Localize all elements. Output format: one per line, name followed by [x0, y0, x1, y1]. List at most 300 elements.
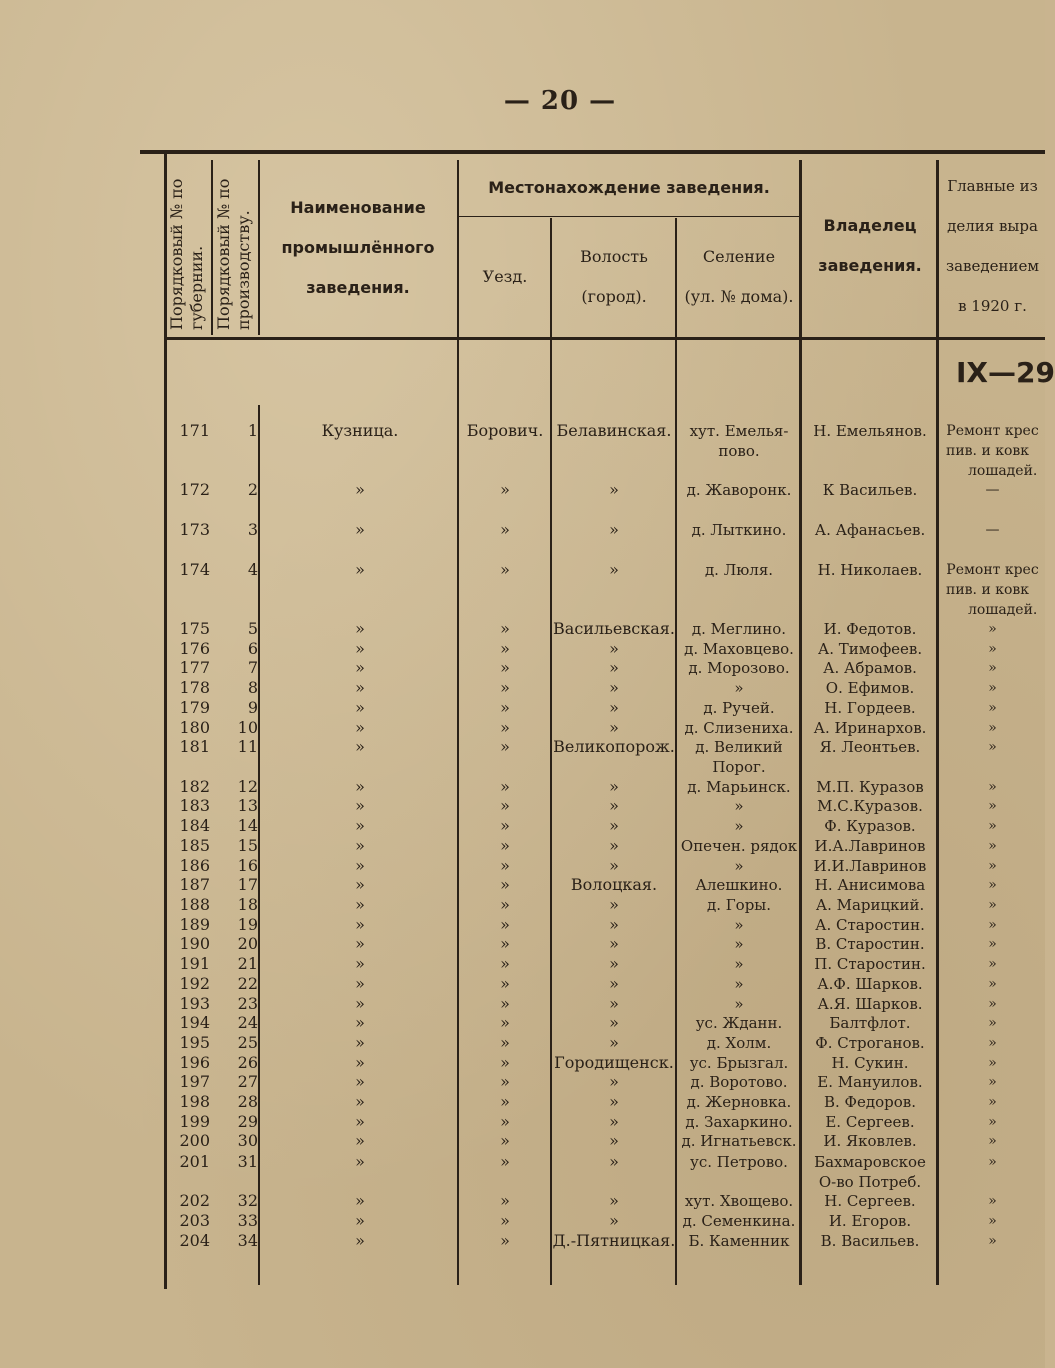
cell-selenie: »	[734, 916, 744, 934]
cell-owner: А. Старостин.	[815, 916, 925, 934]
cell-uezd: »	[500, 737, 510, 756]
cell-prod-number: 15	[237, 836, 258, 855]
header-selenie-line2: (ул. № дома).	[684, 287, 794, 306]
cell-owner: А.Ф. Шарков.	[817, 975, 923, 993]
cell-products: »	[988, 1015, 997, 1031]
cell-owner: Я. Леонтьев.	[819, 738, 921, 756]
cell-uezd: »	[500, 560, 510, 579]
cell-products-continuation: лошадей.	[968, 602, 1038, 618]
cell-selenie: д. Семенкина.	[682, 1212, 796, 1230]
cell-prod-number: 27	[237, 1072, 258, 1091]
cell-uezd: »	[500, 994, 510, 1013]
table-row	[0, 875, 1045, 895]
cell-prod-number: 31	[237, 1152, 258, 1171]
cell-establishment-name: »	[355, 816, 365, 835]
table-row	[0, 619, 1045, 639]
cell-products: »	[988, 1094, 997, 1110]
cell-selenie: д. Жаворонк.	[686, 481, 792, 499]
cell-volost: »	[609, 1112, 619, 1131]
header-name	[260, 188, 456, 308]
cell-owner: А. Тимофеев.	[817, 640, 923, 658]
table-row	[0, 1152, 1045, 1191]
cell-owner: И. Яковлев.	[823, 1132, 917, 1150]
cell-gub-number: 176	[179, 639, 210, 658]
cell-volost: »	[609, 1152, 619, 1171]
cell-uezd: »	[500, 875, 510, 894]
cell-owner: Н. Николаев.	[817, 561, 923, 579]
cell-uezd: »	[500, 836, 510, 855]
cell-owner: А. Иринархов.	[813, 719, 927, 737]
table-row	[0, 915, 1045, 935]
cell-prod-number: 19	[237, 915, 258, 934]
cell-establishment-name: »	[355, 856, 365, 875]
table-row	[0, 678, 1045, 698]
cell-gub-number: 197	[179, 1072, 210, 1091]
cell-products: »	[988, 660, 997, 676]
table-row	[0, 1072, 1045, 1092]
cell-products: »	[988, 700, 997, 716]
cell-gub-number: 201	[179, 1152, 210, 1171]
cell-establishment-name: »	[355, 934, 365, 953]
cell-uezd: »	[500, 1053, 510, 1072]
cell-prod-number: 8	[247, 678, 258, 697]
cell-prod-number: 14	[237, 816, 258, 835]
header-owner	[803, 206, 937, 286]
cell-owner: А. Марицкий.	[815, 896, 925, 914]
cell-uezd: »	[500, 718, 510, 737]
table-row	[0, 1131, 1045, 1151]
cell-volost: »	[609, 1092, 619, 1111]
cell-prod-number: 16	[237, 856, 258, 875]
cell-gub-number: 194	[179, 1013, 210, 1032]
header-uezd: Уезд.	[482, 267, 528, 286]
header-products-line2: делия выра	[947, 217, 1038, 235]
cell-establishment-name: »	[355, 1131, 365, 1150]
cell-owner: Н. Гордеев.	[824, 699, 916, 717]
cell-selenie: »	[734, 935, 744, 953]
cell-products: »	[988, 1055, 997, 1071]
cell-volost: »	[609, 796, 619, 815]
cell-products: »	[988, 976, 997, 992]
cell-selenie: »	[734, 817, 744, 835]
table-row	[0, 520, 1045, 540]
cell-owner: Е. Мануилов.	[817, 1073, 923, 1091]
cell-selenie: д. Горы.	[706, 896, 772, 914]
cell-volost: Белавинская.	[556, 421, 672, 440]
cell-products: Ремонт крес	[946, 562, 1039, 578]
cell-volost: »	[609, 1072, 619, 1091]
cell-owner: Н. Сергеев.	[824, 1192, 916, 1210]
cell-products: »	[988, 956, 997, 972]
cell-gub-number: 202	[179, 1191, 210, 1210]
cell-owner: В. Старостин.	[815, 935, 925, 953]
cell-owner: Ф. Куразов.	[824, 817, 916, 835]
cell-volost: »	[609, 560, 619, 579]
cell-volost: Васильевская.	[553, 619, 675, 638]
cell-establishment-name: »	[355, 737, 365, 756]
cell-selenie-continuation: пово.	[718, 442, 760, 460]
cell-volost: »	[609, 934, 619, 953]
cell-gub-number: 188	[179, 895, 210, 914]
section-label: IX—29	[956, 356, 1055, 389]
header-products-line1: Главные из	[947, 177, 1038, 195]
cell-establishment-name: »	[355, 639, 365, 658]
cell-volost: »	[609, 698, 619, 717]
table-row	[0, 1092, 1045, 1112]
cell-uezd: »	[500, 1033, 510, 1052]
header-products	[940, 166, 1045, 326]
cell-owner: Н. Емельянов.	[813, 422, 927, 440]
cell-gub-number: 178	[179, 678, 210, 697]
cell-products: —	[985, 522, 1000, 538]
cell-products: »	[988, 1114, 997, 1130]
cell-products: »	[988, 917, 997, 933]
cell-selenie: »	[734, 995, 744, 1013]
cell-selenie: »	[734, 679, 744, 697]
table-row	[0, 1053, 1045, 1073]
cell-owner: И.И.Лавринов	[813, 857, 927, 875]
cell-products: »	[988, 1154, 997, 1170]
cell-products: »	[988, 1233, 997, 1249]
cell-establishment-name: »	[355, 1033, 365, 1052]
cell-selenie: д. Маховцево.	[684, 640, 794, 658]
cell-products: —	[985, 482, 1000, 498]
cell-establishment-name: »	[355, 678, 365, 697]
cell-owner: И.А.Лавринов	[814, 837, 926, 855]
table-row	[0, 954, 1045, 974]
cell-volost: »	[609, 639, 619, 658]
cell-selenie: »	[734, 955, 744, 973]
cell-establishment-name: »	[355, 1112, 365, 1131]
cell-products: »	[988, 779, 997, 795]
cell-volost: Великопорож.	[553, 737, 675, 756]
cell-volost: Волоцкая.	[570, 875, 658, 894]
cell-establishment-name: »	[355, 915, 365, 934]
cell-gub-number: 192	[179, 974, 210, 993]
cell-owner: Н. Сукин.	[831, 1054, 909, 1072]
cell-products: Ремонт крес	[946, 423, 1039, 439]
cell-products: »	[988, 739, 997, 755]
cell-establishment-name: »	[355, 1191, 365, 1210]
cell-prod-number: 12	[237, 777, 258, 796]
cell-uezd: »	[500, 934, 510, 953]
cell-selenie: »	[734, 797, 744, 815]
cell-uezd: »	[500, 856, 510, 875]
cell-prod-number: 3	[247, 520, 258, 539]
header-gub-line2: губернии.	[187, 245, 206, 330]
cell-products: »	[988, 1193, 997, 1209]
cell-volost: »	[609, 1211, 619, 1230]
cell-establishment-name: »	[355, 520, 365, 539]
cell-uezd: »	[500, 1152, 510, 1171]
cell-prod-number: 21	[237, 954, 258, 973]
cell-products: »	[988, 798, 997, 814]
cell-prod-number: 4	[247, 560, 258, 579]
cell-gub-number: 183	[179, 796, 210, 815]
cell-selenie: хут. Емелья-	[689, 422, 789, 440]
cell-selenie: д. Люля.	[704, 561, 774, 579]
cell-volost: »	[609, 480, 619, 499]
table-top-rule	[140, 150, 1045, 154]
column-divider	[211, 160, 213, 335]
cell-products: »	[988, 818, 997, 834]
header-name-line2: промышлённого	[281, 238, 435, 257]
cell-products: »	[988, 838, 997, 854]
cell-gub-number: 177	[179, 658, 210, 677]
cell-selenie: ус. Петрово.	[690, 1153, 788, 1171]
cell-establishment-name: »	[355, 1092, 365, 1111]
cell-volost: »	[609, 856, 619, 875]
cell-products: »	[988, 641, 997, 657]
cell-volost: »	[609, 915, 619, 934]
header-name-line3: заведения.	[306, 278, 410, 297]
table-row	[0, 1211, 1045, 1231]
cell-owner: Бахмаровское	[814, 1153, 926, 1171]
cell-volost: »	[609, 658, 619, 677]
cell-establishment-name: »	[355, 480, 365, 499]
cell-products: »	[988, 1074, 997, 1090]
header-volost-line2: (город).	[581, 287, 647, 306]
cell-owner: В. Федоров.	[824, 1093, 916, 1111]
table-row	[0, 1231, 1045, 1251]
table-row	[0, 421, 1045, 479]
cell-owner: Балтфлот.	[829, 1014, 911, 1032]
table-row	[0, 856, 1045, 876]
cell-establishment-name: »	[355, 1231, 365, 1250]
header-volost	[552, 237, 676, 317]
cell-prod-number: 20	[237, 934, 258, 953]
table-row	[0, 777, 1045, 797]
cell-prod-number: 32	[237, 1191, 258, 1210]
cell-gub-number: 204	[179, 1231, 210, 1250]
location-group-underline	[459, 216, 799, 217]
cell-gub-number: 174	[179, 560, 210, 579]
table-row	[0, 658, 1045, 678]
cell-prod-number: 6	[247, 639, 258, 658]
cell-prod-number: 2	[247, 480, 258, 499]
cell-volost: »	[609, 974, 619, 993]
cell-gub-number: 198	[179, 1092, 210, 1111]
cell-establishment-name: »	[355, 718, 365, 737]
cell-establishment-name: Кузница.	[321, 421, 399, 440]
cell-prod-number: 1	[247, 421, 258, 440]
cell-uezd: »	[500, 895, 510, 914]
header-selenie-line1: Селение	[702, 247, 776, 266]
cell-gub-number: 190	[179, 934, 210, 953]
cell-products: »	[988, 1133, 997, 1149]
cell-uezd: »	[500, 1131, 510, 1150]
cell-prod-number: 22	[237, 974, 258, 993]
cell-gub-number: 189	[179, 915, 210, 934]
cell-products-continuation: пив. и ковк	[946, 582, 1030, 598]
cell-selenie: Алешкино.	[695, 876, 783, 894]
cell-selenie: д. Ручей.	[703, 699, 775, 717]
cell-selenie: д. Игнатьевск.	[681, 1132, 797, 1150]
cell-volost: Городищенск.	[554, 1053, 674, 1072]
header-volost-line1: Волость	[580, 247, 648, 266]
cell-selenie: д. Холм.	[706, 1034, 772, 1052]
cell-prod-number: 5	[247, 619, 258, 638]
cell-uezd: »	[500, 520, 510, 539]
cell-uezd: »	[500, 698, 510, 717]
cell-uezd: »	[500, 1112, 510, 1131]
table-row	[0, 1191, 1045, 1211]
cell-selenie: хут. Хвощево.	[684, 1192, 794, 1210]
cell-selenie: д. Меглино.	[691, 620, 787, 638]
cell-products: »	[988, 996, 997, 1012]
cell-establishment-name: »	[355, 895, 365, 914]
cell-products: »	[988, 1213, 997, 1229]
cell-uezd: »	[500, 1191, 510, 1210]
cell-prod-number: 23	[237, 994, 258, 1013]
cell-owner: Е. Сергеев.	[825, 1113, 915, 1131]
cell-owner: П. Старостин.	[814, 955, 926, 973]
cell-gub-number: 195	[179, 1033, 210, 1052]
cell-owner: И. Федотов.	[823, 620, 917, 638]
cell-gub-number: 186	[179, 856, 210, 875]
cell-volost: Д.-Пятницкая.	[552, 1231, 676, 1250]
cell-uezd: Борович.	[466, 421, 544, 440]
header-owner-line2: заведения.	[818, 256, 922, 275]
cell-prod-number: 13	[237, 796, 258, 815]
cell-volost: »	[609, 836, 619, 855]
table-row	[0, 639, 1045, 659]
cell-selenie: д. Захаркино.	[685, 1113, 793, 1131]
cell-owner: А. Абрамов.	[823, 659, 917, 677]
cell-uezd: »	[500, 1231, 510, 1250]
cell-prod-number: 34	[237, 1231, 258, 1250]
cell-owner: К Васильев.	[822, 481, 918, 499]
cell-volost: »	[609, 994, 619, 1013]
cell-gub-number: 193	[179, 994, 210, 1013]
cell-gub-number: 185	[179, 836, 210, 855]
table-row	[0, 698, 1045, 718]
table-row	[0, 560, 1045, 618]
cell-prod-number: 11	[237, 737, 258, 756]
cell-products-continuation: лошадей.	[968, 463, 1038, 479]
cell-selenie-continuation: Порог.	[712, 758, 766, 776]
cell-establishment-name: »	[355, 836, 365, 855]
cell-selenie: д. Слизениха.	[684, 719, 794, 737]
cell-owner: А.Я. Шарков.	[817, 995, 923, 1013]
cell-uezd: »	[500, 816, 510, 835]
cell-establishment-name: »	[355, 1152, 365, 1171]
cell-selenie: ус. Жданн.	[695, 1014, 783, 1032]
cell-gub-number: 196	[179, 1053, 210, 1072]
cell-selenie: »	[734, 975, 744, 993]
header-prod-line1: Порядковый № по	[214, 178, 233, 330]
table-row	[0, 796, 1045, 816]
cell-prod-number: 18	[237, 895, 258, 914]
cell-prod-number: 30	[237, 1131, 258, 1150]
cell-gub-number: 199	[179, 1112, 210, 1131]
cell-uezd: »	[500, 678, 510, 697]
table-row	[0, 895, 1045, 915]
cell-gub-number: 171	[179, 421, 210, 440]
cell-establishment-name: »	[355, 994, 365, 1013]
cell-gub-number: 182	[179, 777, 210, 796]
cell-gub-number: 172	[179, 480, 210, 499]
header-gub-number	[167, 160, 207, 330]
table-row	[0, 1033, 1045, 1053]
cell-products: »	[988, 621, 997, 637]
cell-establishment-name: »	[355, 1013, 365, 1032]
table-row	[0, 994, 1045, 1014]
cell-establishment-name: »	[355, 698, 365, 717]
cell-selenie: ус. Брызгал.	[689, 1054, 789, 1072]
cell-products: »	[988, 897, 997, 913]
table-row	[0, 1112, 1045, 1132]
cell-prod-number: 9	[247, 698, 258, 717]
table-row	[0, 718, 1045, 738]
cell-products: »	[988, 720, 997, 736]
cell-gub-number: 181	[179, 737, 210, 756]
cell-selenie: д. Жерновка.	[686, 1093, 792, 1111]
cell-products: »	[988, 680, 997, 696]
cell-uezd: »	[500, 1092, 510, 1111]
cell-owner: М.П. Куразов	[816, 778, 924, 796]
header-products-line4: в 1920 г.	[958, 297, 1027, 315]
cell-volost: »	[609, 895, 619, 914]
header-products-line3: заведением	[945, 257, 1040, 275]
table-row	[0, 836, 1045, 856]
page-number: — 20 —	[503, 86, 617, 116]
header-name-line1: Наименование	[290, 198, 426, 217]
cell-selenie: Б. Каменник	[688, 1232, 790, 1250]
table-row	[0, 816, 1045, 836]
cell-establishment-name: »	[355, 875, 365, 894]
cell-prod-number: 33	[237, 1211, 258, 1230]
cell-uezd: »	[500, 480, 510, 499]
cell-volost: »	[609, 1013, 619, 1032]
cell-prod-number: 17	[237, 875, 258, 894]
cell-products: »	[988, 877, 997, 893]
cell-gub-number: 200	[179, 1131, 210, 1150]
cell-volost: »	[609, 678, 619, 697]
cell-uezd: »	[500, 619, 510, 638]
cell-uezd: »	[500, 1072, 510, 1091]
cell-prod-number: 25	[237, 1033, 258, 1052]
cell-establishment-name: »	[355, 658, 365, 677]
cell-volost: »	[609, 1191, 619, 1210]
cell-uezd: »	[500, 777, 510, 796]
cell-prod-number: 26	[237, 1053, 258, 1072]
header-owner-line1: Владелец	[823, 216, 917, 235]
header-prod-number	[214, 160, 254, 330]
cell-gub-number: 187	[179, 875, 210, 894]
cell-gub-number: 203	[179, 1211, 210, 1230]
cell-products: »	[988, 1035, 997, 1051]
cell-establishment-name: »	[355, 954, 365, 973]
cell-selenie: д. Лыткино.	[691, 521, 787, 539]
cell-owner: И. Егоров.	[828, 1212, 912, 1230]
cell-uezd: »	[500, 1013, 510, 1032]
cell-uezd: »	[500, 915, 510, 934]
cell-volost: »	[609, 777, 619, 796]
cell-gub-number: 184	[179, 816, 210, 835]
cell-establishment-name: »	[355, 619, 365, 638]
cell-selenie: »	[734, 857, 744, 875]
cell-establishment-name: »	[355, 1072, 365, 1091]
cell-volost: »	[609, 1131, 619, 1150]
cell-owner-continuation: О-во Потреб.	[818, 1173, 922, 1191]
cell-volost: »	[609, 954, 619, 973]
header-location-group: Местонахождение заведения.	[488, 178, 770, 197]
table-row	[0, 934, 1045, 954]
cell-selenie: Опечен. рядок	[680, 837, 798, 855]
cell-selenie: д. Морозово.	[688, 659, 790, 677]
cell-prod-number: 10	[237, 718, 258, 737]
